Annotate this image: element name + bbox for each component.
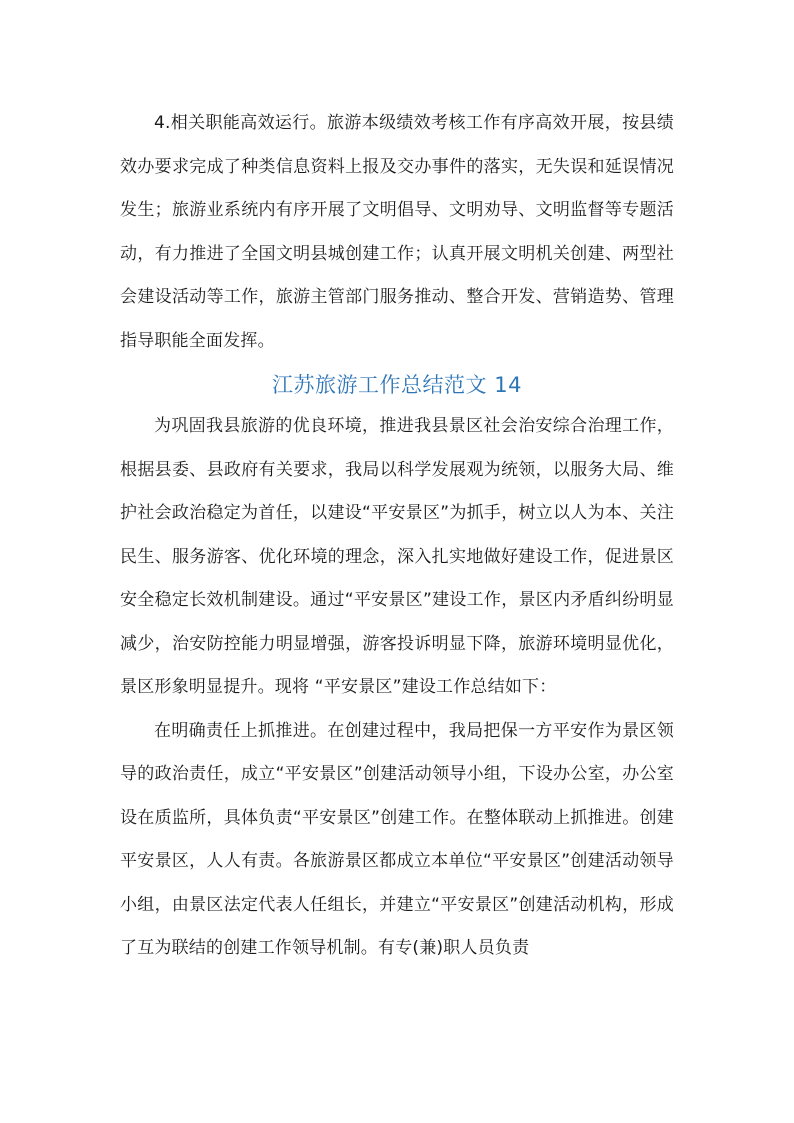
paragraph-responsibility: 在明确责任上抓推进。在创建过程中，我局把保一方平安作为景区领导的政治责任，成立“平安景区”创建活动领导小组，下设办公室，办公室设在质监所，具体负责“平安景区”创建工作。在整体联动上抓推进。创建平安景区，人人有责。各旅游景区都成立本单位“平安景区”创建活动领导小组，由景区法定代表人任组长，并建立“平安景区”创建活动机构，形成了互为联结的创建工作领导机制。有专(兼)职人员负责 [120, 720, 674, 958]
paragraph-related-functions: 4.相关职能高效运行。旅游本级绩效考核工作有序高效开展，按县绩效办要求完成了种类信息资料上报及交办事件的落实，无失误和延误情况发生；旅游业系统内有序开展了文明倡导、文明劝导、文明监督等专题活动，有力推进了全国文明县城创建工作；认真开展文明机关创建、两型社会建设活动等工作，旅游主管部门服务推动、整合开发、营销造势、管理指导职能全面发挥。 [120, 113, 674, 351]
section-heading: 江苏旅游工作总结范文 14 [272, 373, 522, 397]
paragraph-safe-scenic-intro: 为巩固我县旅游的优良环境，推进我县景区社会治安综合治理工作，根据县委、县政府有关要求，我局以科学发展观为统领，以服务大局、维护社会政治稳定为首任，以建设“平安景区”为抓手，树立以人为本、关注民生、服务游客、优化环境的理念，深入扎实地做好建设工作，促进景区安全稳定长效机制建设。通过“平安景区”建设工作，景区内矛盾纠纷明显减少，治安防控能力明显增强，游客投诉明显下降，旅游环境明显优化，景区形象明显提升。现将 “平安景区”建设工作总结如下： [120, 416, 674, 697]
